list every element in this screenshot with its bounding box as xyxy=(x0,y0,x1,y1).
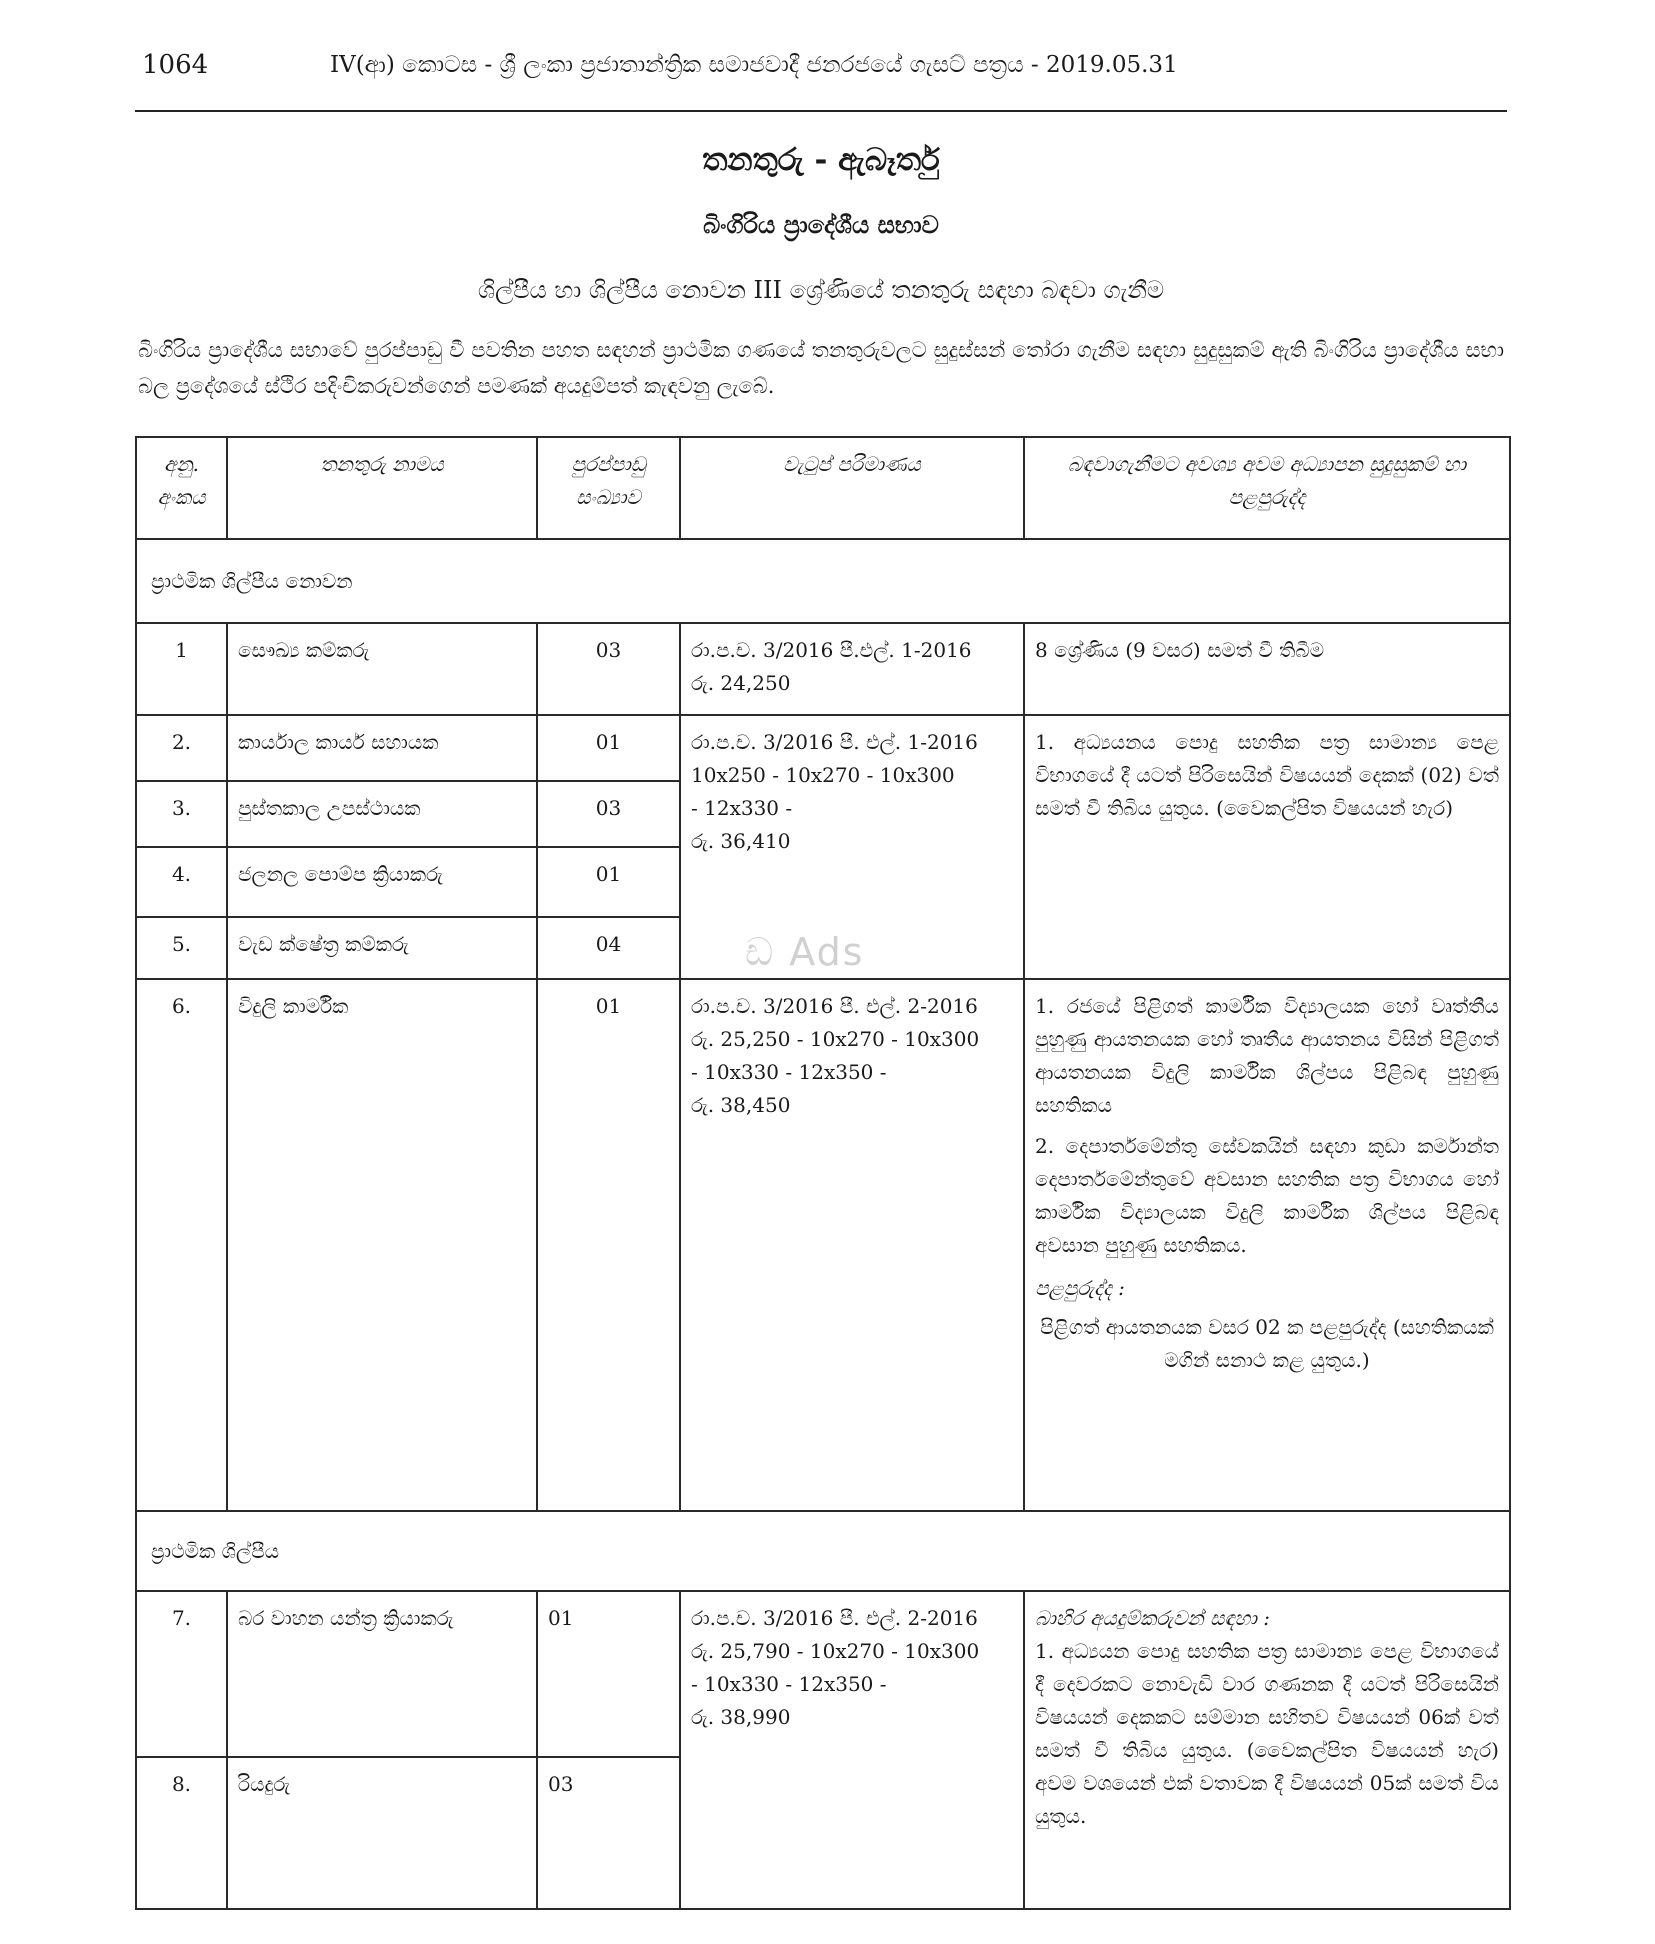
main-heading: තනතුරු - ඇබෑර්තු xyxy=(702,142,940,178)
row-vacancies: 03 xyxy=(537,623,680,715)
row-post: ජලනල පොම්ප ක්‍රියාකරු xyxy=(227,847,537,917)
recruitment-title: ශිල්පීය හා ශිල්පීය නොවන III ශ්‍රේණියේ තනතුරු සඳහා බඳවා ගැනීම xyxy=(477,276,1165,304)
row-salary xyxy=(680,623,1024,715)
row-qualification xyxy=(1024,979,1510,1511)
table-row xyxy=(136,715,1510,781)
col-header-salary: වැටුප් පරිමාණය xyxy=(680,437,1024,539)
row-qualification xyxy=(1024,715,1510,979)
salary-line: රු. 24,250 xyxy=(691,671,791,695)
outsider-label: බාහිර අයදුම්කරුවන් සඳහා : xyxy=(1035,1606,1270,1630)
row-salary xyxy=(680,979,1024,1511)
row-salary xyxy=(680,1591,1024,1909)
row-post: විදුලි කාර්මික xyxy=(227,979,537,1511)
row-no: 3. xyxy=(136,781,227,847)
row-post: රියදුරු xyxy=(227,1757,537,1909)
row-no: 6. xyxy=(136,979,227,1511)
row-post: සෞඛ්‍ය කම්කරු xyxy=(227,623,537,715)
salary-line: රා.ප.ච. 3/2016 පී.එල්. 1-2016 xyxy=(691,638,972,662)
salary-line: රා.ප.ච. 3/2016 පී. එල්. 1-2016 xyxy=(691,730,978,754)
salary-line: - 10x330 - 12x350 - xyxy=(691,1672,887,1696)
authority-heading: බිංගිරිය ප්‍රාදේශීය සභාව xyxy=(703,210,939,239)
vacancy-table xyxy=(135,436,1511,1910)
qualification-item: 1. අධ්‍යයනය පොදු සහතික පත්‍ර සාමාන්‍ය පෙළ විභාගයේ දී යටත් පිරිසෙයින් විෂයයන් දෙකක් (02) වත් සමත් වී තිබිය යුතුය. (වෛකල්පිත විෂයයන් හැර) xyxy=(1035,730,1499,820)
row-qualification: 8 ශ්‍රේණිය (9 වසර) සමත් වී තිබීම xyxy=(1024,623,1510,715)
row-no: 7. xyxy=(136,1591,227,1757)
salary-line: රු. 36,410 xyxy=(691,829,791,853)
row-vacancies: 01 xyxy=(537,847,680,917)
salary-line: රු. 25,790 - 10x270 - 10x300 xyxy=(691,1639,980,1663)
qualification-item: 1. රජයේ පිළිගත් කාර්මික විද්‍යාලයක හෝ වෘත්තීය පුහුණු ආයතනයක හෝ තෘතීය ආයතනය විසින් පිළිගත් ආයතනයක විදුලි කාර්මික ශිල්පය පිළිබඳ පුහුණු සහතිකය xyxy=(1035,994,1499,1117)
salary-line: - 10x330 - 12x350 - xyxy=(691,1060,887,1084)
row-vacancies: 01 xyxy=(537,1591,680,1757)
col-header-no: අනු. අංකය xyxy=(136,437,227,539)
salary-line: 10x250 - 10x270 - 10x300 xyxy=(691,763,955,787)
experience-text: පිළිගත් ආයතනයක වසර 02 ක පළපුරුද්ද (සහතිකයක් මගින් සනාථ කළ යුතුය.) xyxy=(1040,1315,1494,1372)
row-vacancies: 01 xyxy=(537,979,680,1511)
table-row xyxy=(136,979,1510,1511)
table-header-row xyxy=(136,437,1510,539)
site-watermark: ඩ Ads xyxy=(745,930,865,974)
row-post: බර වාහන යන්ත්‍ර ක්‍රියාකරු xyxy=(227,1591,537,1757)
table-row xyxy=(136,1591,1510,1757)
row-vacancies: 01 xyxy=(537,715,680,781)
header-rule xyxy=(135,110,1507,112)
row-vacancies: 03 xyxy=(537,781,680,847)
row-no: 2. xyxy=(136,715,227,781)
experience-label: පළපුරුද්ද : xyxy=(1035,1276,1125,1300)
salary-line: රා.ප.ච. 3/2016 පී. එල්. 2-2016 xyxy=(691,994,978,1018)
group-row-technical xyxy=(136,1511,1510,1591)
salary-line: රා.ප.ච. 3/2016 පී. එල්. 2-2016 xyxy=(691,1606,978,1630)
row-post: පුස්තකාල උපස්ථායක xyxy=(227,781,537,847)
salary-line: - 12x330 - xyxy=(691,796,793,820)
table-row xyxy=(136,623,1510,715)
row-no: 4. xyxy=(136,847,227,917)
group-label: ප්‍රාථමික ශිල්පීය නොවන xyxy=(136,539,1510,623)
salary-line: රු. 25,250 - 10x270 - 10x300 xyxy=(691,1027,980,1051)
salary-line: රු. 38,450 xyxy=(691,1093,791,1117)
row-no: 1 xyxy=(136,623,227,715)
row-vacancies: 03 xyxy=(537,1757,680,1909)
row-no: 5. xyxy=(136,917,227,979)
page-number: 1064 xyxy=(142,50,209,80)
row-vacancies: 04 xyxy=(537,917,680,979)
qualification-item: 1. අධ්‍යයන පොදු සහතික පත්‍ර සාමාන්‍ය පෙළ විභාගයේ දී දෙවරකට නොවැඩි වාර ගණනක දී යටත් පිරිසෙයින් විෂයයන් දෙකකට සම්මාන සහිතව විෂයයන් 06ක් වත් සමත් වී තිබිය යුතුය. (වෛකල්පිත විෂයයන් හැර) අවම වශයෙන් එක් වතාවක දී විෂයයන් 05ක් සමත් විය යුතුය. xyxy=(1035,1639,1499,1828)
intro-paragraph: බිංගිරිය ප්‍රාදේශීය සභාවේ පුරප්පාඩු වී පවතින පහත සඳහන් ප්‍රාථමික ගණයේ තනතුරුවලට සුදුස්සන් තෝරා ගැනීම සඳහා සුදුසුකම් ඇති බිංගිරිය ප්‍රාදේශීය සභා බල ප්‍රදේශයේ ස්ථිර පදිංචිකරුවන්ගෙන් පමණක් අයදුම්පත් කැඳවනු ලැබේ. xyxy=(138,338,1504,398)
col-header-post: තනතුරු නාමය xyxy=(227,437,537,539)
qualification-item: 2. දෙපාර්තමේන්තු සේවකයින් සඳහා කුඩා කර්මාන්ත දෙපාර්තමේන්තුවේ අවසාන සහතික පත්‍ර විභාගය හෝ කාර්මික විද්‍යාලයක විදුලි කාර්මික ශිල්පය පිළිබඳ අවසාන පුහුණු සහතිකය. xyxy=(1035,1134,1499,1257)
running-head: IV(ආ) කොටස - ශ්‍රී ලංකා ප්‍රජාතාන්ත්‍රික සමාජවාදී ජනරජයේ ගැසට් පත්‍රය - 2019.05.31 xyxy=(330,52,1178,78)
row-no: 8. xyxy=(136,1757,227,1909)
row-post: කාර්යාල කාර්ය සහායක xyxy=(227,715,537,781)
col-header-qualifications: බඳවාගැනීමට අවශ්‍ය අවම අධ්‍යාපන සුදුසුකම් හා පළපුරුද්ද xyxy=(1024,437,1510,539)
group-row-non-technical xyxy=(136,539,1510,623)
group-label: ප්‍රාථමික ශිල්පීය xyxy=(136,1511,1510,1591)
col-header-vacancies: පුරප්පාඩු සංඛ්‍යාව xyxy=(537,437,680,539)
row-qualification xyxy=(1024,1591,1510,1909)
row-post: වැඩ ක්ෂේත්‍ර කම්කරු xyxy=(227,917,537,979)
salary-line: රු. 38,990 xyxy=(691,1705,791,1729)
